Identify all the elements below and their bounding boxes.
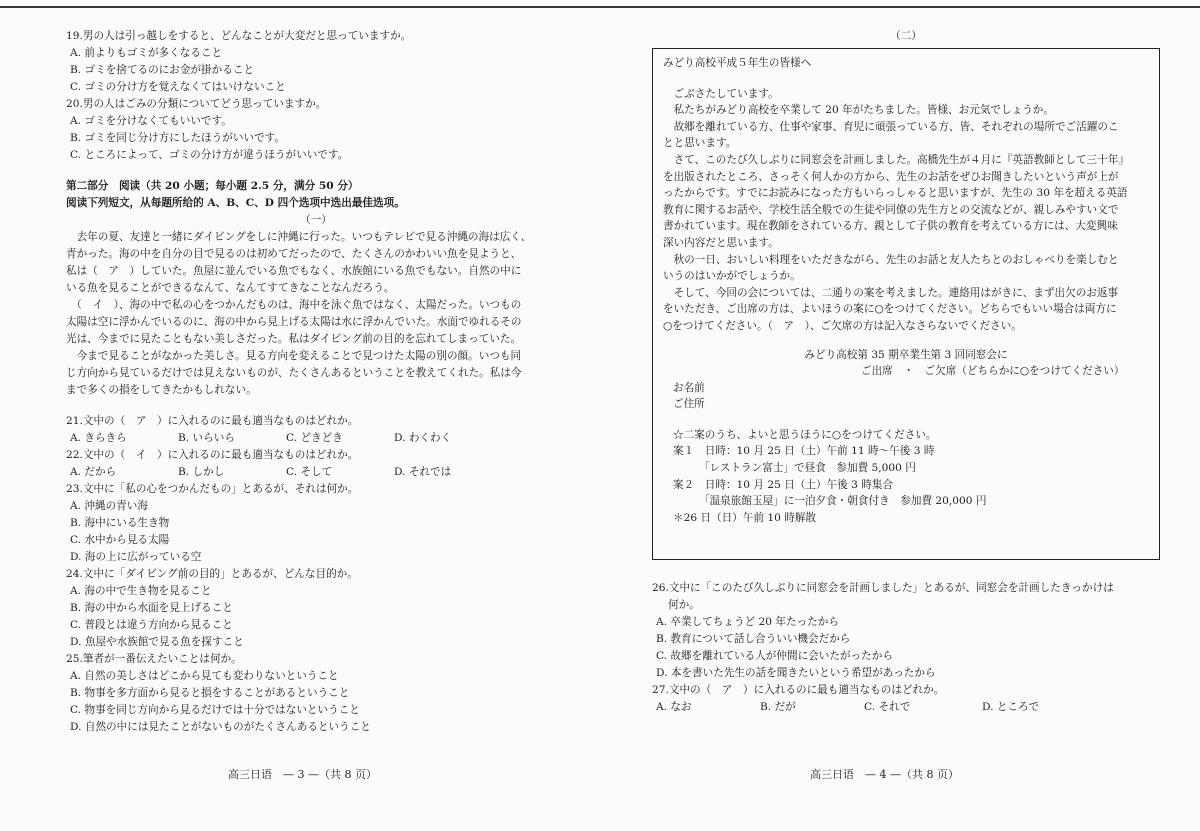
passage-line: （ イ ）、海の中で私の心をつかんだものは、海中を泳ぐ魚ではなく、太陽だった。いつもの [66, 299, 522, 311]
q20-option-a: A. ゴミを分けなくてもいいです。 [70, 115, 232, 127]
reply-form-title: みどり高校第 35 期卒業生第 3 回同窓会に [804, 348, 1008, 361]
q27-option-a: A. なお [656, 701, 692, 713]
right-page-footer: 高三日语 — 4 —（共 8 页） [810, 768, 959, 781]
letter-line: をいただき、ご出席の方は、よいほうの案に○をつけてください。どちらでもいい場合は両方に [663, 303, 1117, 316]
letter-line: 深い内容だと思います。 [663, 236, 779, 249]
q22-option-d: D. それでは [394, 466, 452, 478]
q23-option-b: B. 海中にいる生き物 [70, 517, 170, 529]
letter-greeting-to: みどり高校平成５年生の皆様へ [663, 57, 812, 69]
address-label: ご住所 [673, 398, 705, 411]
part2-title: 第二部分 阅读（共 20 小题；每小题 2.5 分，满分 50 分） [66, 180, 359, 192]
passage-line: 今まで見ることがなかった美しさ。見る方向を変えることで見つけた太陽の別の顔。いつも同 [66, 350, 522, 362]
q21-options [66, 430, 566, 447]
plan-intro: ☆二案のうち、よいと思うほうに○をつけてください。 [673, 428, 937, 441]
q24-option-a: A. 海の中で生き物を見ること [70, 585, 212, 597]
q23-option-d: D. 海の上に広がっている空 [70, 551, 202, 563]
q23-option-c: C. 水中から見る太陽 [70, 534, 170, 546]
q21-option-a: A. きらきら [70, 432, 127, 444]
passage-line: まで多くの損をしてきたかもしれない。 [66, 384, 257, 396]
plan-1: 案１ 日時：10 月 25 日（土）午前 11 時〜午後 3 時 [673, 445, 935, 458]
question-27: 27.文中の（ ア ）に入れるのに最も適当なものはどれか。 [652, 684, 945, 696]
question-26: 26.文中に「このたび久しぶりに同窓会を計画しました」とあるが、同窓会を計画したきっかけは [652, 582, 1114, 594]
question-21: 21.文中の（ ア ）に入れるのに最も適当なものはどれか。 [66, 415, 359, 427]
question-19: 19.男の人は引っ越しをすると、どんなことが大変だと思っていますか。 [66, 30, 412, 42]
q20-option-b: B. ゴミを同じ分け方にしたほうがいいです。 [70, 132, 285, 144]
plan-note: ＊26 日（日）午前 10 時解散 [673, 511, 816, 524]
passage-1 [66, 229, 566, 399]
q26-option-b: B. 教育について話し合ういい機会だから [656, 633, 851, 645]
q25-option-c: C. 物事を同じ方向から見るだけでは十分ではないということ [70, 704, 360, 716]
letter-line: ごぶさたしています。 [663, 87, 779, 100]
section-1-heading: （一） [300, 214, 332, 226]
passage-line: 私は（ ア ）していた。魚屋に並んでいる魚でもなく、水族館にいる魚でもない。自然の中に [66, 265, 522, 277]
q27-option-c: C. それで [864, 701, 911, 713]
letter-line: 書かれています。現在教師をされている方、親として子供の教育を考えている方には、大変興味 [663, 220, 1118, 233]
passage-line: 光は、今までに見たこともない美しさだった。私はダイビング前の目的を忘れてしまっていた。 [66, 333, 522, 345]
q24-option-d: D. 魚屋や水族館で見る魚を探すこと [70, 636, 244, 648]
left-page [66, 28, 566, 736]
q24-option-b: B. 海の中から水面を見上げること [70, 602, 233, 614]
plan-2: 案２ 日時：10 月 25 日（土）午後 3 時集合 [673, 478, 894, 491]
passage-line: 去年の夏、友達と一緒にダイビングをしに沖縄に行った。いつもテレビで見る沖縄の海は広く、 [66, 231, 532, 243]
q20-option-c: C. ところによって、ゴミの分け方が違うほうがいいです。 [70, 149, 349, 161]
passage-line: いる魚を見ることができるなんて、なんてすてきなことなんだろう。 [66, 282, 395, 294]
section-2-heading: （二） [890, 30, 922, 42]
q22-option-a: A. だから [70, 466, 117, 478]
passage-line: じ方向から見ているだけでは見えないものが、たくさんあるということを教えてくれた。私は今 [66, 367, 522, 379]
q27-options [652, 699, 1164, 716]
q27-option-b: B. だが [760, 701, 796, 713]
top-border-line [0, 6, 1200, 8]
letter-line: ○をつけてください。（ ア ）、ご欠席の方は記入なさらないでください。 [663, 319, 1022, 332]
name-label: お名前 [673, 381, 705, 394]
letter-line: ったからです。すでにお読みになった方もいらっしゃると思いますが、先生の 30 年を超える英語 [663, 187, 1128, 200]
q22-options [66, 464, 566, 481]
question-26-continued: 何か。 [668, 599, 700, 611]
q21-option-b: B. いらいら [178, 432, 235, 444]
right-page-heading-area [652, 28, 1160, 45]
letter-line: さて、このたび久しぶりに同窓会を計画しました。高橋先生が４月に『英語教師として三十年』 [663, 153, 1129, 166]
letter-box [652, 48, 1160, 560]
q22-option-b: B. しかし [178, 466, 225, 478]
question-25: 25.筆者が一番伝えたいことは何か。 [66, 653, 242, 665]
plan-1-detail: 「レストラン富士」で昼食 参加費 5,000 円 [699, 462, 916, 475]
letter-line: を出版されたところ、さっそく何人かの方から、先生のお話をぜひお聞きしたいという声が上が [663, 170, 1119, 183]
q25-option-a: A. 自然の美しさはどこから見ても変わりないということ [70, 670, 339, 682]
q19-option-b: B. ゴミを捨てるのにお金が掛かること [70, 64, 255, 76]
q22-option-c: C. そして [286, 466, 333, 478]
letter-line: いうのはいかがでしょうか。 [663, 270, 801, 283]
passage-line: 太陽は空に浮かんでいるのに、海の中から見上げる太陽は水に浮かんでいた。水面でゆれるその [66, 316, 522, 328]
letter-line: 私たちがみどり高校を卒業して 20 年がたちました。皆様、お元気でしょうか。 [663, 104, 1054, 117]
letter-line: 故郷を離れている方、仕事や家事、育児に頑張っている方、皆、それぞれの場所でご活躍のこ [663, 120, 1119, 133]
q26-option-a: A. 卒業してちょうど 20 年たったから [656, 616, 839, 628]
letter-line: 秋の一日、おいしい料理をいただきながら、先生のお話と友人たちとのおしゃべりを楽しむと [663, 253, 1119, 266]
question-20: 20.男の人はごみの分類についてどう思っていますか。 [66, 98, 327, 110]
q19-option-c: C. ゴミの分け方を覚えなくてはいけないこと [70, 81, 286, 93]
question-22: 22.文中の（ イ ）に入れるのに最も適当なものはどれか。 [66, 449, 359, 461]
passage-line: 青かった。海の中を自分の目で見るのは初めてだったので、たくさんのかわいい魚を見ようと、 [66, 248, 522, 260]
part2-instructions: 阅读下列短文，从每题所给的 A、B、C、D 四个选项中选出最佳选项。 [66, 197, 405, 209]
q19-option-a: A. 前よりもゴミが多くなること [70, 47, 223, 59]
q25-option-b: B. 物事を多方面から見ると損をすることがあるということ [70, 687, 350, 699]
question-23: 23.文中に「私の心をつかんだもの」とあるが、それは何か。 [66, 483, 359, 495]
q25-option-d: D. 自然の中には見たことがないものがたくさんあるということ [70, 721, 371, 733]
plan-2-detail: 「温泉旅館玉屋」に一泊夕食・朝食付き 参加費 20,000 円 [699, 495, 987, 508]
q24-option-c: C. 普段とは違う方向から見ること [70, 619, 233, 631]
letter-line: そして、今回の会については、二通りの案を考えました。連絡用はがきに、まず出欠のお返事 [663, 286, 1119, 299]
q26-option-d: D. 本を書いた先生の話を聞きたいという希望があったから [656, 667, 936, 679]
q27-option-d: D. ところで [982, 701, 1040, 713]
letter-line: 教育に関するお話や、学校生活全般での生徒や同僚の先生方との交流などが、親しみやすい文で [663, 203, 1119, 216]
q21-option-c: C. どきどき [286, 432, 343, 444]
letter-line: とと思います。 [663, 137, 737, 150]
reply-form-attendance: ご出席 ・ ご欠席（どちらかに○をつけてください） [861, 365, 1125, 378]
left-page-footer: 高三日语 — 3 —（共 8 页） [228, 768, 377, 781]
q26-option-c: C. 故郷を離れている人が仲間に会いたがったから [656, 650, 893, 662]
question-24: 24.文中に「ダイビング前の目的」とあるが、どんな目的か。 [66, 568, 358, 580]
right-page-questions [652, 580, 1164, 716]
q23-option-a: A. 沖縄の青い海 [70, 500, 148, 512]
q21-option-d: D. わくわく [394, 432, 452, 444]
